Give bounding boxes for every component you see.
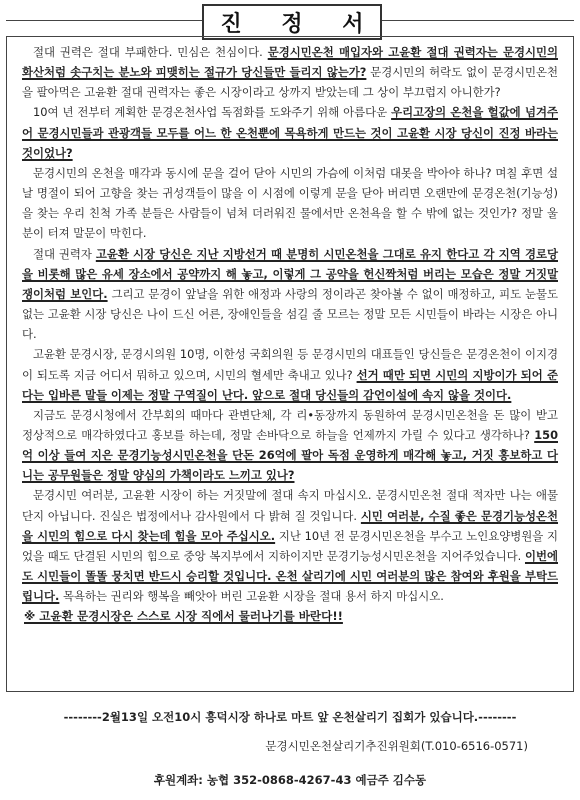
emphasized-text: 선거 때만 되면 시민의 지방이가 되어 준다는 입바른 말들 이제는 정말 구역질이 난다. 앞으로 절대 당신들의 감언이설에 속지 않을 것이다. xyxy=(22,367,558,402)
final-demand xyxy=(22,606,558,626)
paragraph xyxy=(22,163,558,244)
paragraph-text: 고윤환 문경시장, 문경시의원 10명, 이한성 국회의원 등 문경시민의 대표들인 당신들은 문경온천이 이지경이 되도록 지금 어디서 뭐하고 있으며, 시민의 혈세만 축내고 있나? xyxy=(22,347,558,382)
paragraph-text: 절대 권력자 xyxy=(33,246,96,261)
emphasized-text: 고윤환 시장 당신은 지난 지방선거 때 분명히 시민온천을 그대로 유지 한다고 각 지역 경로당을 비롯해 많은 유세 장소에서 공약까지 해 놓고, 이렇게 그 공약을 헌신짝처럼 버리는 모습은 정말 거짓말쟁이처럼 보인다. xyxy=(22,246,558,301)
final-demand-text: ※ 고윤환 문경시장은 스스로 시장 직에서 물러나기를 바란다!! xyxy=(24,609,343,624)
paragraph-list xyxy=(22,42,558,606)
emphasized-text: 150억 이상 들여 지은 문경기능성시민온천을 단돈 26억에 팔아 독점 운영하게 매각해 놓고, 거짓 홍보하고 다니는 공무원들은 정말 양심의 가책이라도 느끼고 있나? xyxy=(22,427,558,483)
rally-notice: --------2월13일 오전10시 흥덕시장 하나로 마트 앞 온천살리기 집회가 있습니다.-------- xyxy=(63,710,517,724)
paragraph-text: 목욕하는 권리와 행복을 빼앗아 버린 고윤환 시장을 절대 용서 하지 마십시오. xyxy=(59,589,444,604)
emphasized-text: 문경시민온천 매입자와 고윤환 절대 권력자는 문경시민의 화산처럼 솟구치는 분노와 피맺히는 절규가 당신들만 들리지 않는가? xyxy=(22,45,558,80)
paragraph-text: 문경시민의 허락도 없이 문경시민온천을 팔아먹은 고윤환 절대 권력자는 좋은 시장이라고 상까지 받았는데 그 상이 부끄럽지 아니한가? xyxy=(22,65,558,100)
paragraph xyxy=(22,405,558,486)
organization-contact: 문경시민온천살리기추진위원회(T.010-6516-0571) xyxy=(265,739,528,753)
paragraph xyxy=(22,485,558,606)
emphasized-text: 시민 여러분, 수질 좋은 문경기능성온천을 시민의 힘으로 다시 찾는데 힘을 모아 주십시오. xyxy=(22,508,559,543)
emphasized-text: 이번에도 시민들이 똘똘 뭉치면 반드시 승리할 것입니다. 온천 살리기에 시민 여러분의 많은 참여와 후원을 부탁드립니다. xyxy=(22,548,558,604)
page-title: 진 정 서 xyxy=(220,11,380,37)
donation-account: 후원계좌: 농협 352-0868-4267-43 예금주 김수동 xyxy=(153,773,427,787)
paragraph-text: 그리고 문경이 앞날을 위한 애정과 사랑의 정이라곤 찾아볼 수 없이 매정하고, 피도 눈물도 없는 고윤환 시장 당신은 나이 드신 어른, 장애인들을 섬길 줄 모르는 정말 모든 시민들이 바라는 시장은 아니다. xyxy=(22,286,558,342)
paragraph-text: 10여 년 전부터 계획한 문경온천사업 독점화를 도와주기 위해 아름다운 xyxy=(33,105,392,120)
paragraph xyxy=(22,344,558,404)
paragraph-text: 절대 권력은 절대 부패한다. 민심은 천심이다. xyxy=(33,45,268,59)
paragraph xyxy=(22,42,558,102)
title-box xyxy=(202,4,382,40)
paragraph xyxy=(22,244,558,345)
paragraph-text: 지난 10년 전 문경시민온천을 부수고 노인요양병원을 지었을 때도 단결된 시민의 힘으로 중앙 복지부에서 지하이지만 문경기능성시민온천을 지어주었습니다. xyxy=(22,528,559,563)
paragraph-text: 문경시민의 온천을 매각과 동시에 문을 걸어 닫아 시민의 가슴에 이처럼 대못을 박아야 하나? 며칠 후면 설날 명절이 되어 고향을 찾는 귀성객들이 많을 이 시점에 이렇게 문을 닫아 버리면 오랜만에 문경온천(기능성)을 찾는 우리 친척 가족 분들은 사람들이 넘쳐 더러워진 물에서만 온천욕을 할 수 밖에 없는 것인가? 정말 울분이 터져 말문이 막힌다. xyxy=(22,165,558,241)
paragraph-text: 지금도 문경시청에서 간부회의 때마다 관변단체, 각 리•동장까지 동원하여 문경시민온천을 돈 많이 받고 정상적으로 매각하였다고 홍보를 하는데, 정말 손바닥으로 하늘을 언제까지 가릴 수 있다고 생각하나? xyxy=(22,407,558,442)
emphasized-text: 우리고장의 온천을 헐값에 넘겨주어 문경시민들과 관광객들 모두를 어느 한 온천뿐에 목욕하게 만드는 것이 고윤환 시장 당신이 진정 바라는 것이었나? xyxy=(22,105,558,160)
petition-body xyxy=(22,42,558,627)
paragraph xyxy=(22,102,558,162)
paragraph-text: 문경시민 여러분, 고윤환 시장이 하는 거짓말에 절대 속지 마십시오. 문경시민온천 절대 적자만 나는 애물 단지 아닙니다. 진실은 법정에서나 감사원에서 다 밝혀 질 것입니다. xyxy=(22,488,558,523)
